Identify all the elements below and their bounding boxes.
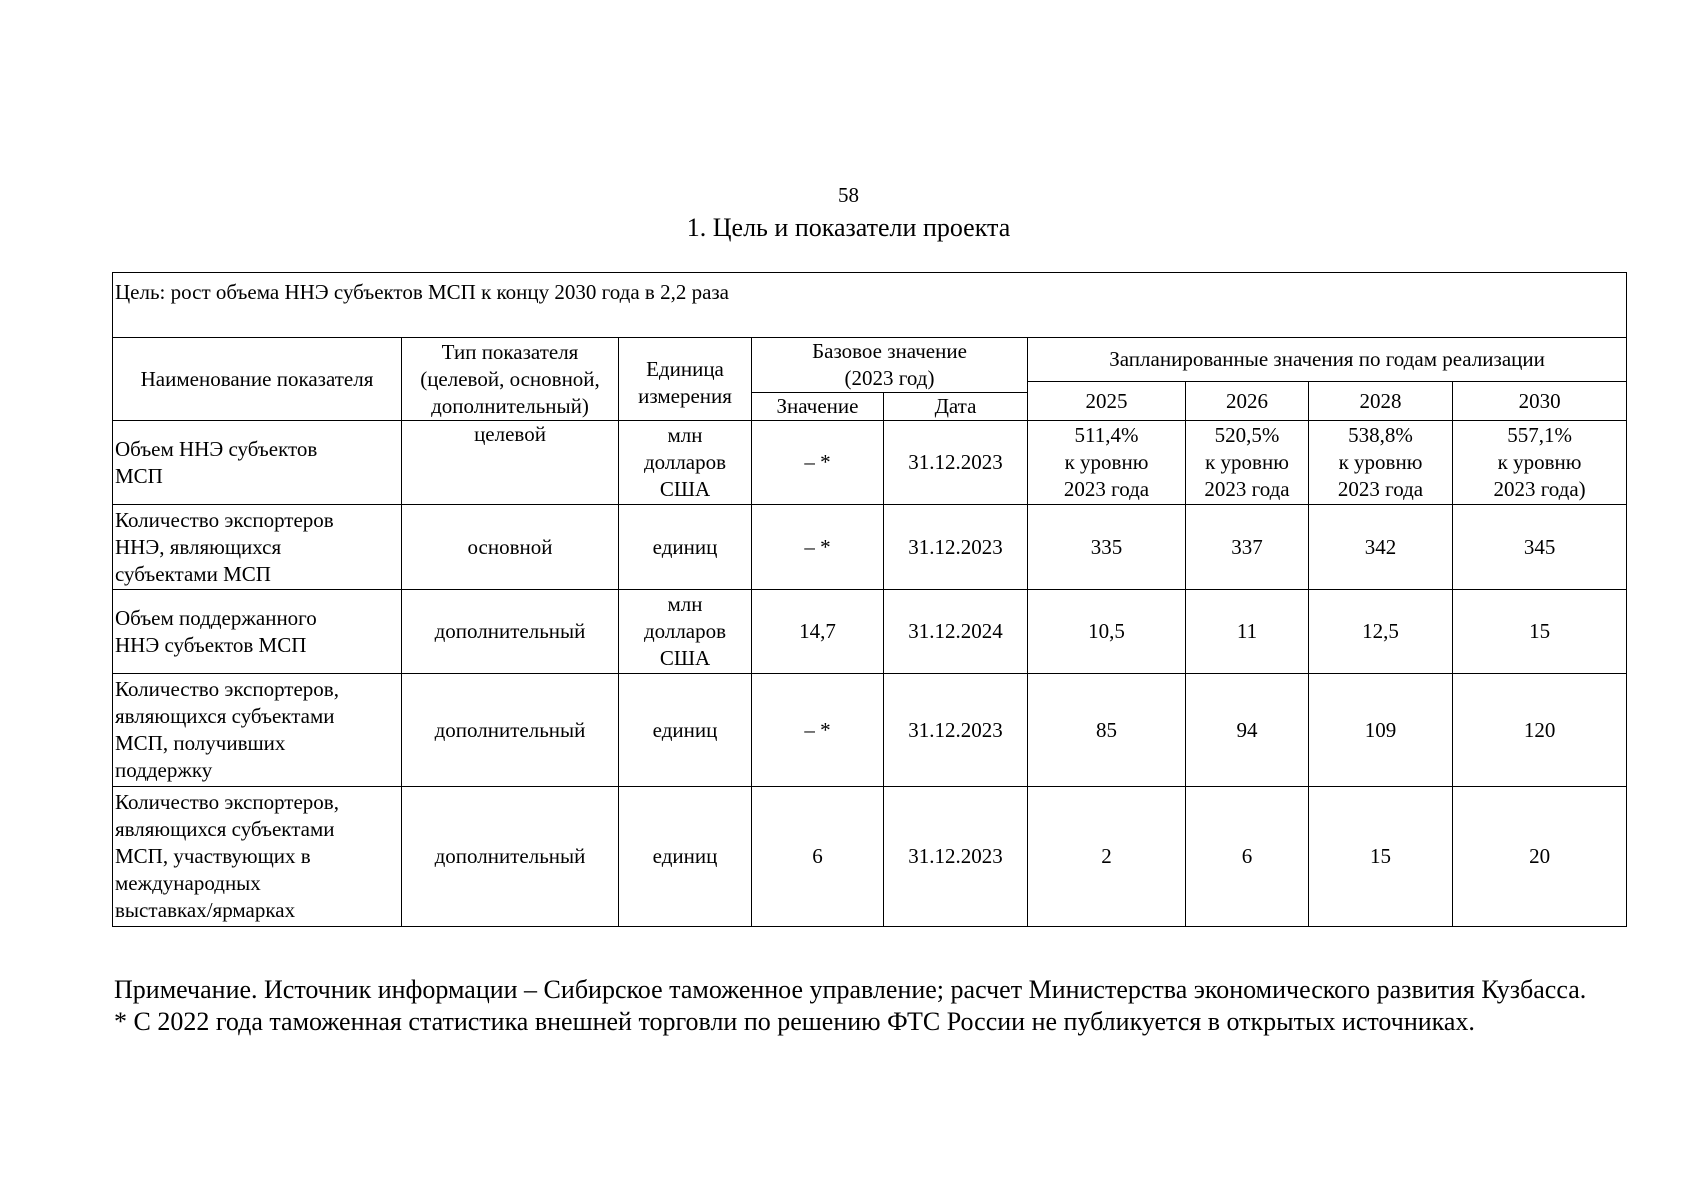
value-2028: 15 — [1309, 787, 1453, 927]
indicator-unit: единиц — [619, 674, 752, 787]
indicator-type: дополнительный — [402, 674, 619, 787]
header-year-2025: 2025 — [1028, 382, 1186, 421]
header-base: Базовое значение (2023 год) — [752, 338, 1028, 393]
base-date: 31.12.2024 — [884, 590, 1028, 674]
value-2030: 20 — [1453, 787, 1627, 927]
indicator-name: Количество экспортеров ННЭ, являющихся субъектами МСП — [113, 505, 402, 590]
value-2028: 12,5 — [1309, 590, 1453, 674]
indicator-unit: млн долларов США — [619, 421, 752, 505]
footnote: * С 2022 года таможенная статистика внешней торговли по решению ФТС России не публикуется в открытых источниках. — [114, 1007, 1475, 1036]
header-year-2026: 2026 — [1186, 382, 1309, 421]
value-2028: 109 — [1309, 674, 1453, 787]
value-2026: 6 — [1186, 787, 1309, 927]
base-value: 14,7 — [752, 590, 884, 674]
indicator-unit: единиц — [619, 505, 752, 590]
header-base-date: Дата — [884, 393, 1028, 421]
value-2026: 94 — [1186, 674, 1309, 787]
indicator-unit: млн долларов США — [619, 590, 752, 674]
value-2030: 15 — [1453, 590, 1627, 674]
indicator-name: Количество экспортеров, являющихся субъектами МСП, участвующих в международных выставках/ярмарках — [113, 787, 402, 927]
value-2025: 2 — [1028, 787, 1186, 927]
header-type: Тип показателя (целевой, основной, дополнительный) — [402, 338, 619, 421]
notes — [114, 974, 1634, 1038]
goal-text: Цель: рост объема ННЭ субъектов МСП к концу 2030 года в 2,2 раза — [113, 273, 1627, 338]
indicator-type: дополнительный — [402, 787, 619, 927]
base-value: – * — [752, 505, 884, 590]
header-name: Наименование показателя — [113, 338, 402, 421]
base-value: – * — [752, 674, 884, 787]
value-2030: 345 — [1453, 505, 1627, 590]
header-row-1 — [113, 338, 1627, 382]
indicator-name: Объем поддержанного ННЭ субъектов МСП — [113, 590, 402, 674]
indicator-type: целевой — [402, 421, 619, 505]
base-date: 31.12.2023 — [884, 505, 1028, 590]
value-2030: 557,1% к уровню 2023 года) — [1453, 421, 1627, 505]
section-title: 1. Цель и показатели проекта — [686, 213, 1011, 242]
indicator-type: основной — [402, 505, 619, 590]
indicator-name: Количество экспортеров, являющихся субъектами МСП, получивших поддержку — [113, 674, 402, 787]
value-2025: 85 — [1028, 674, 1186, 787]
indicator-unit: единиц — [619, 787, 752, 927]
base-value: 6 — [752, 787, 884, 927]
source-note: Примечание. Источник информации – Сибирское таможенное управление; расчет Министерства экономического развития Кузбасса. — [114, 975, 1587, 1004]
indicators-table — [112, 272, 1627, 927]
table-row — [113, 505, 1627, 590]
goal-row — [113, 273, 1627, 338]
page-number: 58 — [838, 183, 859, 207]
table-row — [113, 590, 1627, 674]
value-2030: 120 — [1453, 674, 1627, 787]
base-date: 31.12.2023 — [884, 674, 1028, 787]
indicator-type: дополнительный — [402, 590, 619, 674]
base-date: 31.12.2023 — [884, 787, 1028, 927]
value-2026: 11 — [1186, 590, 1309, 674]
table-row — [113, 674, 1627, 787]
value-2028: 342 — [1309, 505, 1453, 590]
base-value: – * — [752, 421, 884, 505]
value-2026: 337 — [1186, 505, 1309, 590]
base-date: 31.12.2023 — [884, 421, 1028, 505]
value-2025: 10,5 — [1028, 590, 1186, 674]
indicator-name: Объем ННЭ субъектов МСП — [113, 421, 402, 505]
table-row — [113, 787, 1627, 927]
header-unit: Единица измерения — [619, 338, 752, 421]
header-year-2028: 2028 — [1309, 382, 1453, 421]
header-planned: Запланированные значения по годам реализации — [1028, 338, 1627, 382]
table-row — [113, 421, 1627, 505]
value-2025: 335 — [1028, 505, 1186, 590]
header-base-value: Значение — [752, 393, 884, 421]
value-2028: 538,8% к уровню 2023 года — [1309, 421, 1453, 505]
header-year-2030: 2030 — [1453, 382, 1627, 421]
value-2026: 520,5% к уровню 2023 года — [1186, 421, 1309, 505]
value-2025: 511,4% к уровню 2023 года — [1028, 421, 1186, 505]
